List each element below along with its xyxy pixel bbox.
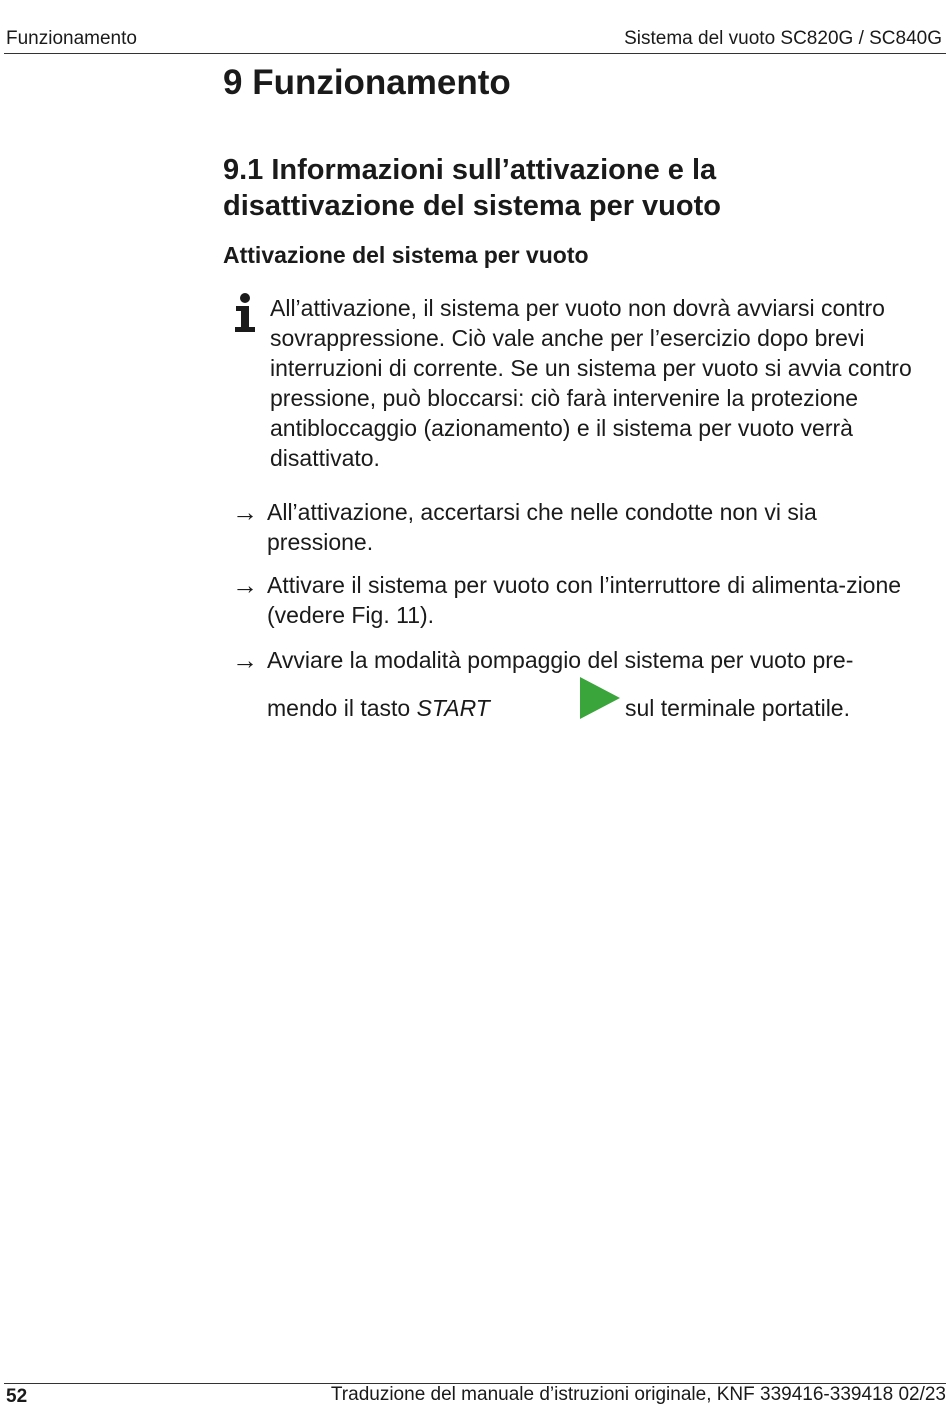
arrow-right-icon: →	[232, 645, 258, 675]
instruction-text: mendo il tasto	[267, 695, 417, 721]
instruction-text: Avviare la modalità pompaggio del sistema per vuoto pre-	[267, 647, 854, 673]
arrow-right-icon: →	[232, 497, 258, 527]
page-number: 52	[6, 1386, 28, 1407]
chapter-title: 9 Funzionamento	[223, 63, 511, 102]
running-header-section: Funzionamento	[6, 28, 137, 49]
play-icon	[580, 677, 620, 719]
start-key-label: START	[416, 695, 490, 721]
instruction-text: sul terminale portatile.	[625, 695, 850, 721]
info-icon	[232, 292, 258, 334]
running-header-product: Sistema del vuoto SC820G / SC840G	[624, 28, 942, 49]
subsection-title: Attivazione del sistema per vuoto	[223, 242, 589, 268]
instruction-text: Attivare il sistema per vuoto con l’interruttore di alimenta-zione (vedere Fig. 11).	[267, 572, 902, 628]
arrow-right-icon: →	[232, 570, 258, 600]
instruction-text: All’attivazione, accertarsi che nelle condotte non vi sia pressione.	[267, 499, 817, 555]
footer-text: Traduzione del manuale d’istruzioni originale, KNF 339416-339418 02/23	[330, 1384, 946, 1405]
instruction-step-3-continuation	[267, 693, 490, 723]
info-note-text: All’attivazione, il sistema per vuoto non dovrà avviarsi contro sovrappressione. Ciò vale anche per l’esercizio dopo brevi interruzioni di corrente. Se un sistema per vuoto si avvia contro pressione, può bloccarsi: ciò farà intervenire la protezione antibloccaggio (azionamento) e il sistema per vuoto verrà disattivato.	[270, 295, 912, 471]
header-rule	[4, 53, 946, 54]
section-title: 9.1 Informazioni sull’attivazione e la disattivazione del sistema per vuoto	[223, 154, 721, 222]
